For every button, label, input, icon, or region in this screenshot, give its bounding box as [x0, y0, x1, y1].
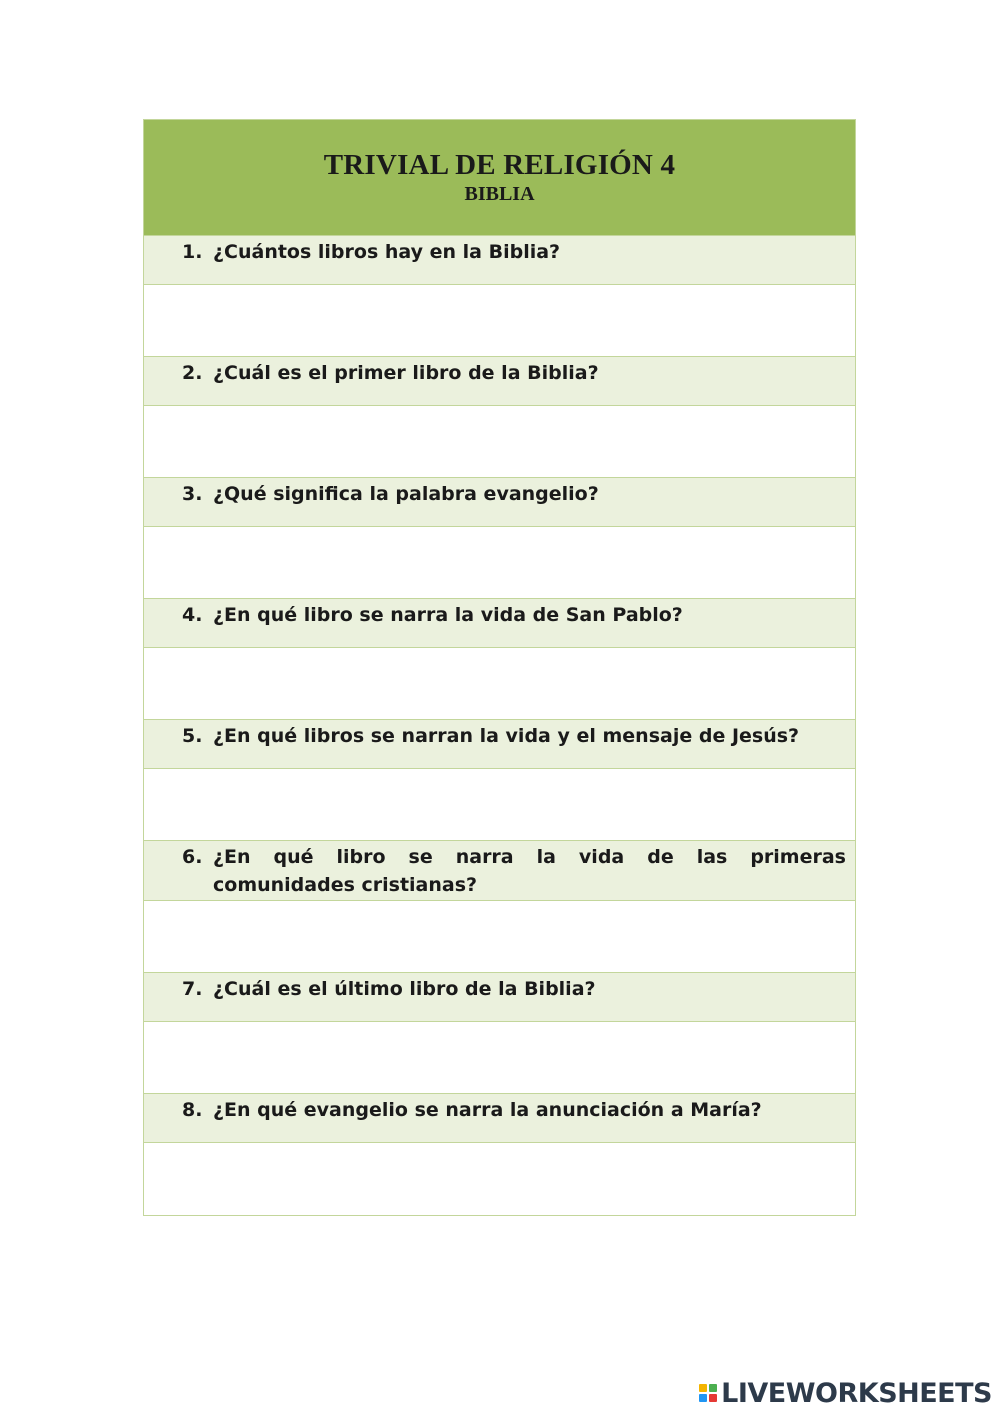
question-number: 2. — [182, 362, 203, 384]
question-text: ¿Cuántos libros hay en la Biblia? — [213, 241, 561, 263]
question-row-7 — [144, 973, 855, 1022]
answer-box-2[interactable] — [144, 406, 855, 478]
question-row-2 — [144, 357, 855, 406]
liveworksheets-logo — [699, 1378, 992, 1408]
answer-box-4[interactable] — [144, 648, 855, 720]
question-number: 6. — [182, 846, 203, 868]
question-number: 4. — [182, 604, 203, 626]
question-text: ¿Qué significa la palabra evangelio? — [213, 483, 599, 505]
question-row-5 — [144, 720, 855, 769]
answer-box-6[interactable] — [144, 901, 855, 973]
question-text: ¿En qué evangelio se narra la anunciación a María? — [213, 1099, 762, 1121]
answer-box-3[interactable] — [144, 527, 855, 599]
question-text: ¿En qué libros se narran la vida y el mensaje de Jesús? — [213, 725, 800, 747]
question-text: ¿En qué libro se narra la vida de San Pablo? — [213, 604, 683, 626]
page-subtitle: BIBLIA — [464, 183, 535, 205]
answer-box-8[interactable] — [144, 1143, 855, 1215]
question-text: ¿Cuál es el último libro de la Biblia? — [213, 978, 596, 1000]
question-number: 8. — [182, 1099, 203, 1121]
answer-box-1[interactable] — [144, 285, 855, 357]
question-text: ¿En qué libro se narra la vida de las primeras comunidades cristianas? — [213, 846, 846, 896]
question-number: 5. — [182, 725, 203, 747]
page-title: TRIVIAL DE RELIGIÓN 4 — [323, 149, 676, 181]
question-number: 1. — [182, 241, 203, 263]
question-row-3 — [144, 478, 855, 527]
question-row-1 — [144, 236, 855, 285]
question-text: ¿Cuál es el primer libro de la Biblia? — [213, 362, 599, 384]
question-row-4 — [144, 599, 855, 648]
liveworksheets-logo-icon — [699, 1384, 717, 1402]
logo-text: LIVEWORKSHEETS — [721, 1377, 992, 1409]
answer-box-7[interactable] — [144, 1022, 855, 1094]
question-row-8 — [144, 1094, 855, 1143]
worksheet-header — [144, 120, 855, 236]
question-row-6 — [144, 841, 855, 901]
answer-box-5[interactable] — [144, 769, 855, 841]
question-number: 7. — [182, 978, 203, 1000]
worksheet-table — [143, 119, 856, 1216]
question-number: 3. — [182, 483, 203, 505]
